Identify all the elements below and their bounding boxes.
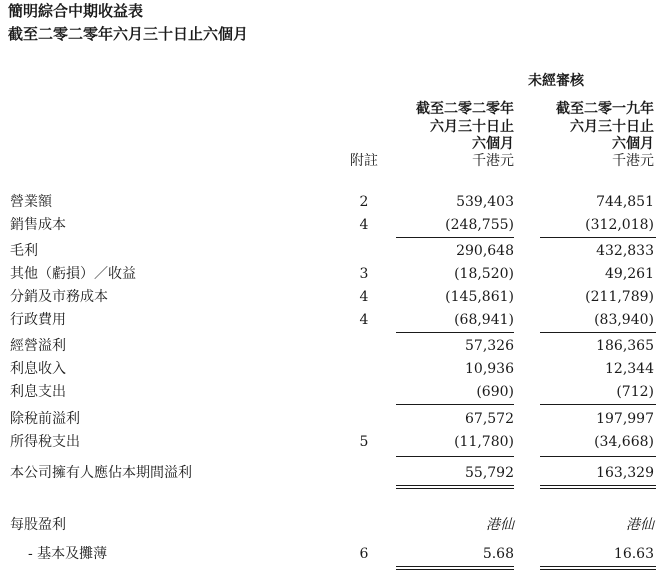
col-2020-header-line3: 六個月 bbox=[472, 136, 514, 152]
row-value-2020: (11,780) bbox=[454, 434, 514, 450]
row-value-2019: 163,329 bbox=[596, 465, 654, 481]
row-label: 營業額 bbox=[10, 194, 52, 210]
total-double-rule bbox=[540, 488, 656, 489]
row-value-2020: 67,572 bbox=[465, 411, 514, 427]
row-value-2020: (145,861) bbox=[445, 289, 514, 305]
row-value-2019: 186,365 bbox=[596, 338, 654, 354]
total-double-rule bbox=[396, 488, 514, 489]
subtotal-rule bbox=[540, 332, 656, 333]
row-label: 除稅前溢利 bbox=[10, 411, 80, 427]
row-note: 2 bbox=[359, 194, 369, 210]
row-value-2020: (248,755) bbox=[445, 217, 514, 233]
total-double-rule bbox=[540, 566, 656, 567]
subtotal-rule bbox=[396, 237, 514, 238]
row-note: 5 bbox=[359, 434, 369, 450]
row-value-2020: (18,520) bbox=[454, 266, 514, 282]
row-value-2020: (68,941) bbox=[454, 312, 514, 328]
row-value-2019: 197,997 bbox=[596, 411, 654, 427]
unaudited-header: 未經審核 bbox=[528, 73, 584, 89]
row-label: 利息收入 bbox=[10, 361, 66, 377]
row-note: 3 bbox=[359, 266, 369, 282]
row-value-2019: (312,018) bbox=[585, 217, 654, 233]
row-value-2020: 10,936 bbox=[465, 361, 514, 377]
total-double-rule bbox=[396, 566, 514, 567]
col-2020-header-line1: 截至二零二零年 bbox=[416, 101, 514, 117]
note-column-header: 附註 bbox=[350, 153, 378, 169]
row-value-2019: (712) bbox=[616, 384, 654, 400]
report-title: 簡明綜合中期收益表 bbox=[8, 2, 144, 20]
row-value-2019: 16.63 bbox=[613, 546, 654, 562]
row-label: 毛利 bbox=[10, 243, 38, 259]
subtotal-rule bbox=[396, 456, 514, 457]
row-value-2020: 290,648 bbox=[456, 243, 514, 259]
row-label: 每股盈利 bbox=[10, 517, 66, 533]
row-value-2020: 539,403 bbox=[456, 194, 514, 210]
row-note: 6 bbox=[359, 546, 369, 562]
row-value-2019: (211,789) bbox=[585, 289, 654, 305]
report-period: 截至二零二零年六月三十日止六個月 bbox=[8, 25, 249, 43]
col-2019-header-line2: 六月三十日止 bbox=[570, 119, 654, 135]
col-2019-unit: 千港元 bbox=[612, 153, 654, 169]
row-label: 經營溢利 bbox=[10, 338, 66, 354]
row-label: 分銷及市務成本 bbox=[10, 289, 108, 305]
total-double-rule bbox=[540, 569, 656, 570]
row-note: 4 bbox=[359, 289, 369, 305]
col-2020-header-line2: 六月三十日止 bbox=[430, 119, 514, 135]
subtotal-rule bbox=[540, 237, 656, 238]
row-value-2020: (690) bbox=[476, 384, 514, 400]
row-value-2019: (83,940) bbox=[594, 312, 654, 328]
row-value-2019: (34,668) bbox=[594, 434, 654, 450]
row-label: 所得稅支出 bbox=[10, 434, 80, 450]
row-value-2019: 432,833 bbox=[596, 243, 654, 259]
row-value-2019: 744,851 bbox=[596, 194, 654, 210]
total-double-rule bbox=[540, 485, 656, 486]
total-double-rule bbox=[396, 569, 514, 570]
row-label: 其他（虧損）／收益 bbox=[10, 266, 136, 282]
row-value-2019: 12,344 bbox=[605, 361, 654, 377]
col-2020-unit: 千港元 bbox=[472, 153, 514, 169]
row-note: 4 bbox=[359, 217, 369, 233]
eps-unit-2019: 港仙 bbox=[626, 517, 654, 533]
subtotal-rule bbox=[396, 404, 514, 405]
row-label: 利息支出 bbox=[10, 384, 66, 400]
eps-unit-2020: 港仙 bbox=[486, 517, 514, 533]
row-label: - 基本及攤薄 bbox=[28, 546, 108, 562]
row-label: 銷售成本 bbox=[10, 217, 66, 233]
row-label: 行政費用 bbox=[10, 312, 66, 328]
row-value-2020: 5.68 bbox=[482, 546, 514, 562]
row-value-2019: 49,261 bbox=[605, 266, 654, 282]
row-label: 本公司擁有人應佔本期間溢利 bbox=[10, 465, 192, 481]
col-2019-header-line1: 截至二零一九年 bbox=[556, 101, 654, 117]
subtotal-rule bbox=[540, 404, 656, 405]
col-2019-header-line3: 六個月 bbox=[612, 136, 654, 152]
total-double-rule bbox=[396, 485, 514, 486]
row-note: 4 bbox=[359, 312, 369, 328]
subtotal-rule bbox=[396, 332, 514, 333]
row-value-2020: 55,792 bbox=[465, 465, 514, 481]
row-value-2020: 57,326 bbox=[465, 338, 514, 354]
subtotal-rule bbox=[540, 456, 656, 457]
